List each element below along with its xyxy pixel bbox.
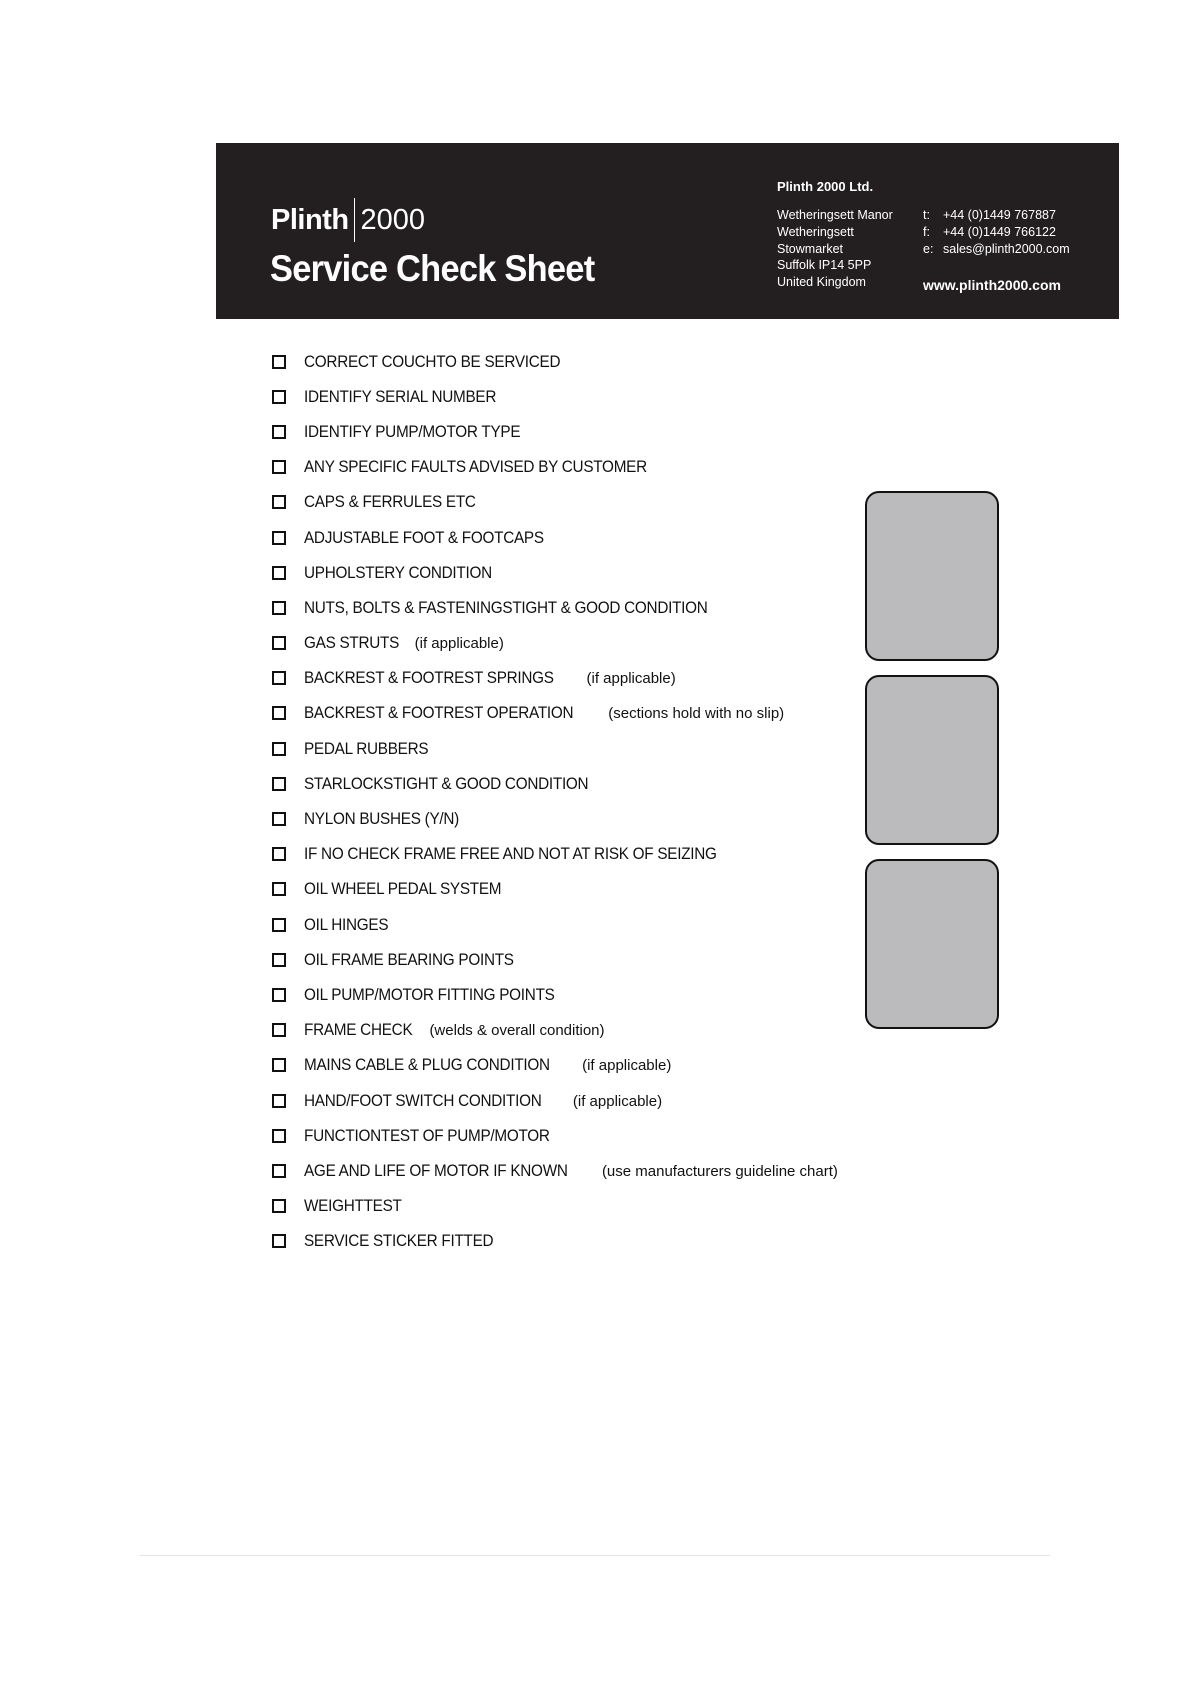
fax-number: +44 (0)1449 766122 — [943, 224, 1056, 239]
company-name: Plinth 2000 Ltd. — [777, 179, 874, 194]
service-checklist — [272, 344, 838, 1259]
checklist-item-note: (sections hold with no slip) — [608, 705, 785, 723]
address-line: Stowmarket — [777, 241, 843, 256]
checklist-item — [272, 414, 832, 449]
checklist-item — [272, 907, 832, 942]
checkbox[interactable] — [272, 953, 286, 967]
checklist-item-label: UPHOLSTERY CONDITION — [304, 562, 492, 582]
checklist-item-text — [304, 457, 685, 477]
checkbox[interactable] — [272, 1164, 286, 1178]
checklist-item — [272, 1118, 832, 1153]
checkbox[interactable] — [272, 636, 286, 650]
checklist-item — [272, 485, 832, 520]
checklist-item-text — [304, 598, 752, 618]
checkbox[interactable] — [272, 1058, 286, 1072]
checklist-item-text — [304, 774, 620, 794]
phone-row — [923, 207, 1070, 224]
checklist-item — [272, 1153, 838, 1188]
checklist-item — [272, 801, 832, 836]
checklist-item-text — [304, 915, 398, 935]
email-address: sales@plinth2000.com — [943, 241, 1070, 256]
checklist-item-text — [304, 1161, 838, 1181]
checklist-item-note: (if applicable) — [586, 670, 676, 688]
checklist-item-label: CORRECT COUCHTO BE SERVICED — [304, 351, 561, 371]
company-address — [777, 207, 893, 291]
header-banner — [216, 143, 1119, 319]
company-logo — [271, 198, 425, 242]
checkbox[interactable] — [272, 495, 286, 509]
logo-divider — [354, 198, 355, 242]
checkbox[interactable] — [272, 390, 286, 404]
checklist-item-text — [304, 528, 570, 548]
checklist-item-text — [304, 1091, 662, 1111]
checkbox[interactable] — [272, 355, 286, 369]
email-key: e: — [923, 241, 934, 256]
checklist-item — [272, 1189, 832, 1224]
checklist-item-label: WEIGHTTEST — [304, 1196, 402, 1216]
photo-placeholder-1 — [865, 491, 999, 661]
checklist-item-note: (welds & overall condition) — [429, 1022, 605, 1040]
phone-number: +44 (0)1449 767887 — [943, 208, 1056, 222]
checklist-item — [272, 379, 832, 414]
checkbox[interactable] — [272, 1094, 286, 1108]
contact-details — [923, 207, 1070, 257]
checklist-item — [272, 450, 832, 485]
checkbox[interactable] — [272, 918, 286, 932]
checklist-item — [272, 942, 832, 977]
logo-word: Plinth — [271, 203, 349, 236]
checklist-item-text — [304, 739, 442, 759]
checklist-item — [272, 731, 832, 766]
checklist-item-label: AGE AND LIFE OF MOTOR IF KNOWN — [304, 1160, 568, 1180]
checklist-item-text — [304, 1020, 605, 1040]
checkbox[interactable] — [272, 1199, 286, 1213]
checklist-item-label: OIL PUMP/MOTOR FITTING POINTS — [304, 984, 555, 1004]
checklist-item-text — [304, 879, 523, 899]
checklist-item-text — [304, 809, 476, 829]
checklist-item — [272, 837, 832, 872]
email-row — [923, 241, 1070, 258]
address-line: United Kingdom — [777, 275, 866, 290]
checklist-item-label: FRAME CHECK — [304, 1020, 413, 1040]
checkbox[interactable] — [272, 1023, 286, 1037]
checklist-item-text — [304, 950, 537, 970]
checklist-item-text — [304, 563, 513, 583]
checklist-item-label: BACKREST & FOOTREST OPERATION — [304, 703, 574, 723]
checklist-item — [272, 555, 832, 590]
checklist-item-note: (use manufacturers guideline chart) — [601, 1162, 838, 1180]
checkbox[interactable] — [272, 988, 286, 1002]
checklist-item-label: HAND/FOOT SWITCH CONDITION — [304, 1090, 542, 1110]
checkbox[interactable] — [272, 847, 286, 861]
checklist-item-text — [304, 352, 589, 372]
phone-key: t: — [923, 208, 930, 222]
photo-placeholder-3 — [865, 859, 999, 1029]
checklist-item — [272, 977, 832, 1012]
checklist-item-text — [304, 492, 495, 512]
checklist-item-label: BACKREST & FOOTREST SPRINGS — [304, 668, 554, 688]
checklist-item-note: (if applicable) — [414, 635, 504, 653]
checklist-item-label: NUTS, BOLTS & FASTENINGSTIGHT & GOOD CONDITION — [304, 597, 708, 617]
checkbox[interactable] — [272, 1129, 286, 1143]
checklist-item — [272, 590, 832, 625]
checklist-item-label: PEDAL RUBBERS — [304, 738, 429, 758]
checkbox[interactable] — [272, 1234, 286, 1248]
logo-number: 2000 — [360, 203, 426, 236]
checklist-item-label: SERVICE STICKER FITTED — [304, 1231, 494, 1251]
checkbox[interactable] — [272, 566, 286, 580]
footer-divider — [140, 1555, 1050, 1556]
checkbox[interactable] — [272, 742, 286, 756]
checklist-item-text — [304, 1231, 514, 1251]
checkbox[interactable] — [272, 460, 286, 474]
fax-key: f: — [923, 224, 930, 239]
checklist-item-text — [304, 668, 676, 688]
checklist-item-label: OIL HINGES — [304, 914, 389, 934]
checkbox[interactable] — [272, 531, 286, 545]
checklist-item-text — [304, 422, 544, 442]
checklist-item-note: (if applicable) — [582, 1057, 672, 1075]
checklist-item-text — [304, 985, 582, 1005]
checkbox[interactable] — [272, 706, 286, 720]
checkbox[interactable] — [272, 777, 286, 791]
checklist-item — [272, 1224, 832, 1259]
checklist-item-note: (if applicable) — [572, 1092, 663, 1110]
photo-placeholder-2 — [865, 675, 999, 845]
checklist-item-text — [304, 1126, 577, 1146]
page-title: Service Check Sheet — [270, 248, 595, 289]
checklist-item — [272, 661, 832, 696]
checklist-item — [272, 626, 832, 661]
checklist-item-label: FUNCTIONTEST OF PUMP/MOTOR — [304, 1125, 550, 1145]
checklist-item-text — [304, 1196, 412, 1216]
checkbox[interactable] — [272, 601, 286, 615]
checklist-item-label: MAINS CABLE & PLUG CONDITION — [304, 1055, 550, 1075]
checklist-item-label: OIL WHEEL PEDAL SYSTEM — [304, 879, 502, 899]
checklist-item-label: CAPS & FERRULES ETC — [304, 492, 476, 512]
address-line: Suffolk IP14 5PP — [777, 258, 872, 273]
checklist-item-label: ADJUSTABLE FOOT & FOOTCAPS — [304, 527, 544, 547]
checklist-item — [272, 1048, 832, 1083]
checkbox[interactable] — [272, 812, 286, 826]
checklist-item — [272, 1083, 832, 1118]
checklist-item-label: STARLOCKSTIGHT & GOOD CONDITION — [304, 773, 589, 793]
checklist-item-label: GAS STRUTS — [304, 633, 400, 653]
checklist-item-text — [304, 633, 504, 653]
fax-row — [923, 224, 1070, 241]
checklist-item — [272, 1013, 832, 1048]
checklist-item-label: IDENTIFY PUMP/MOTOR TYPE — [304, 421, 521, 441]
checklist-item — [272, 872, 832, 907]
checklist-item-label: OIL FRAME BEARING POINTS — [304, 949, 514, 969]
website-url: www.plinth2000.com — [923, 277, 1061, 293]
checkbox[interactable] — [272, 671, 286, 685]
checklist-item-label: IDENTIFY SERIAL NUMBER — [304, 386, 497, 406]
checklist-item-text — [304, 703, 784, 723]
checklist-item-text — [304, 844, 763, 864]
checklist-item-label: NYLON BUSHES (Y/N) — [304, 809, 459, 829]
checklist-item — [272, 344, 832, 379]
checklist-item — [272, 766, 832, 801]
address-line: Wetheringsett — [777, 224, 854, 239]
checklist-item-text — [304, 387, 518, 407]
address-line: Wetheringsett Manor — [777, 208, 893, 222]
checklist-item-text — [304, 1055, 671, 1075]
checklist-item — [272, 520, 832, 555]
checklist-item-label: IF NO CHECK FRAME FREE AND NOT AT RISK OF SEIZING — [304, 844, 717, 864]
checkbox[interactable] — [272, 882, 286, 896]
checkbox[interactable] — [272, 425, 286, 439]
checklist-item-label: ANY SPECIFIC FAULTS ADVISED BY CUSTOMER — [304, 457, 647, 477]
checklist-item — [272, 696, 832, 731]
